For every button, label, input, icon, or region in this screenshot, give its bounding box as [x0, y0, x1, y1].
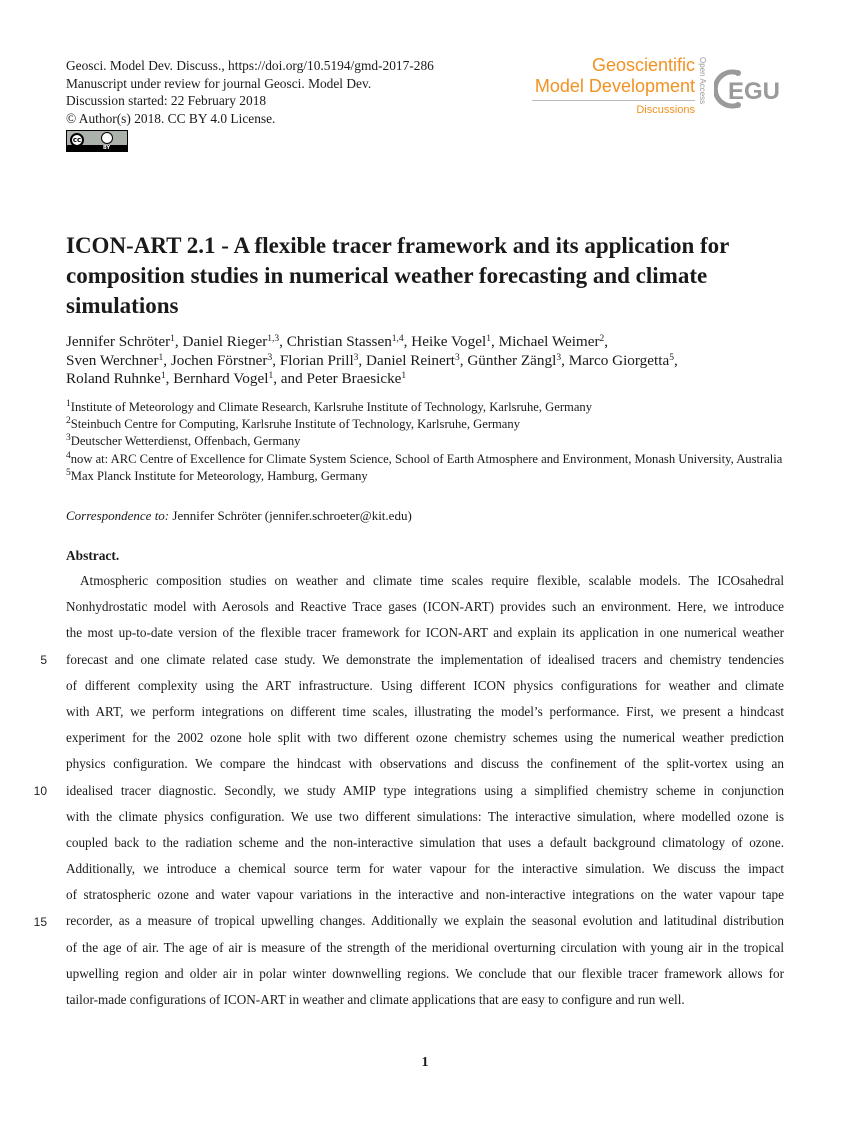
author-list: Jennifer Schröter$^1$, Daniel Rieger$^{1,3}$, Christian Stassen$^{1,4}$, Heike Vogel$^1$, Michael Weimer$^2$, Sven Werchner$^1$, Jochen Förstner$^3$, Florian Prill$^3$, Daniel Reinert$^3$, Günther Zängl$^3$, Marco Giorgetta$^5$, Roland Ruhnke$^1$, Bernhard Vogel$^1$, and Peter Braesicke$^1$ [66, 333, 678, 387]
cc-by-icon [66, 130, 128, 152]
author-name: Heike Vogel [411, 333, 487, 350]
logo-line-discussions: Discussions [636, 104, 695, 116]
affiliation-list [66, 399, 796, 485]
line-number: 5 [40, 652, 47, 667]
abstract-body [66, 568, 784, 1013]
journal-logo [520, 55, 790, 125]
abstract-line: of different complexity using the ART infrastructure. Using different ICON physics configurations for weather and climate [66, 677, 784, 693]
abstract-line: Nonhydrostatic model with Aerosols and Reactive Trace gases (ICON-ART) provides such an environment. Here, we introduce [66, 599, 784, 615]
abstract-line: upwelling region and older air in polar winter downwelling regions. We conclude that our flexible tracer framework allows for [66, 965, 784, 981]
abstract-line: experiment for the 2002 ozone hole split with two different ozone chemistry schemes using the numerical weather prediction [66, 730, 784, 746]
abstract-line: with the climate physics configuration. We use two different simulations: The interactive simulation, where modelled ozone is [66, 808, 784, 824]
abstract-line: of the age of air. The age of air is measure of the strength of the meridional overturning circulation with young air in the tropical [66, 939, 784, 955]
abstract-line: Additionally, we introduce a chemical source term for water vapour for the interactive simulation. We discuss the impact [66, 861, 784, 877]
author-affiliation-marker: 3 [353, 352, 359, 363]
header-line-discussion: Discussion started: 22 February 2018 [66, 93, 267, 108]
abstract-line: Atmospheric composition studies on weather and climate time scales require flexible, scalable models. The ICOsahedral [80, 573, 784, 588]
author-affiliation-marker: 1 [170, 334, 175, 344]
cc-circle-icon: cc [70, 133, 84, 147]
author-name: Roland Ruhnke [66, 370, 161, 387]
abstract-heading: Abstract. [66, 548, 120, 563]
author-name: Peter Braesicke [306, 370, 402, 387]
author-name: Jochen Förstner [170, 351, 268, 369]
abstract-line: the most up-to-date version of the flexible tracer framework for ICON-ART and explain its application in one numerical weather [66, 625, 784, 641]
abstract-line: recorder, as a measure of tropical upwelling changes. Additionally we explain the seasonal evolution and latitudinal distribution [66, 913, 784, 929]
author-name: Daniel Rieger [182, 333, 268, 350]
header-line-review: Manuscript under review for journal Geosci. Model Dev. [66, 75, 372, 91]
by-label: BY [103, 145, 111, 151]
logo-line-model-development: Model Development [534, 76, 695, 96]
correspondence-label: Correspondence to: [66, 508, 170, 523]
author-affiliation-marker: 3 [556, 352, 562, 363]
affiliation-item: $^4$now at: ARC Centre of Excellence for Climate System Science, School of Earth Atmosphere and Environment, Monash University, Australia [66, 450, 783, 466]
author-affiliation-marker: 1 [486, 334, 491, 344]
author-affiliation-marker: 1 [160, 371, 166, 381]
open-access-label: Open Access [698, 57, 707, 105]
author-name: Bernhard Vogel [173, 370, 269, 387]
egu-logo-icon [714, 67, 784, 111]
line-number: 15 [33, 914, 47, 929]
affiliation-item: $^2$Steinbuch Centre for Computing, Karlsruhe Institute of Technology, Karlsruhe, Germany [66, 416, 520, 432]
abstract-line: physics configuration. We compare the hindcast with observations and discuss the confinement of the split-vortex using an [66, 756, 784, 772]
author-affiliation-marker: 3 [455, 352, 460, 363]
affiliation-item: $^5$Max Planck Institute for Meteorology, Hamburg, Germany [66, 467, 368, 483]
logo-line-geoscientific: Geoscientific [591, 55, 695, 75]
header-line-citation: Geosci. Model Dev. Discuss., https://doi.org/10.5194/gmd-2017-286 [66, 58, 434, 73]
attribution-person-icon [101, 132, 113, 144]
author-name: Michael Weimer [498, 333, 600, 350]
header-line-license: © Author(s) 2018. CC BY 4.0 License. [66, 110, 276, 126]
author-name: Jennifer Schröter [66, 333, 171, 350]
abstract-line: tailor-made configurations of ICON-ART in weather and climate applications that are easy to configure and run well. [66, 992, 685, 1007]
author-name: Marco Giorgetta [568, 351, 670, 369]
affiliation-item: $^1$Institute of Meteorology and Climate Research, Karlsruhe Institute of Technology, Karlsruhe, Germany [66, 399, 593, 414]
author-affiliation-marker: 1 [158, 352, 164, 363]
author-name: Sven Werchner [66, 351, 159, 369]
author-affiliation-marker: 5 [669, 352, 674, 363]
author-affiliation-marker: 2 [599, 334, 605, 344]
author-name: Florian Prill [279, 351, 354, 369]
author-name: Christian Stassen [286, 333, 392, 350]
paper-title: ICON-ART 2.1 - A flexible tracer framework and its application for composition studies in numerical weather forecasting and climate simulations [66, 233, 729, 318]
author-name: Günther Zängl [467, 351, 557, 369]
correspondence [66, 508, 412, 524]
author-affiliation-marker: 1,4 [391, 334, 404, 344]
author-affiliation-marker: 3 [267, 352, 273, 363]
abstract-line: of stratospheric ozone and water vapour variations in the interactive and non-interactive integrations on the water vapour tape [66, 887, 784, 903]
page-number: 1 [421, 1055, 429, 1070]
svg-text:EGU: EGU [728, 78, 781, 105]
abstract-line: idealised tracer diagnostic. Secondly, we study AMIP type integrations using a simplified chemistry scheme in conjunction [66, 782, 784, 798]
manuscript-header [66, 57, 434, 127]
correspondence-text: Jennifer Schröter (jennifer.schroeter@kit.edu) [172, 508, 412, 523]
line-number: 10 [33, 783, 47, 798]
abstract-line: with ART, we perform integrations on different time scales, illustrating the model’s performance. First, we present a hindcast [66, 703, 784, 719]
author-affiliation-marker: 1 [401, 371, 407, 381]
abstract-line: coupled back to the radiation scheme and the non-interactive simulation that uses a default background climatology of ozone. [66, 834, 784, 850]
author-affiliation-marker: 1 [268, 371, 274, 381]
affiliation-item: $^3$Deutscher Wetterdienst, Offenbach, Germany [66, 433, 301, 449]
author-name: Daniel Reinert [366, 351, 455, 369]
author-affiliation-marker: 1,3 [267, 334, 280, 344]
abstract-line: forecast and one climate related case study. We demonstrate the implementation of idealised tracers and chemistry tendencies [66, 651, 784, 667]
